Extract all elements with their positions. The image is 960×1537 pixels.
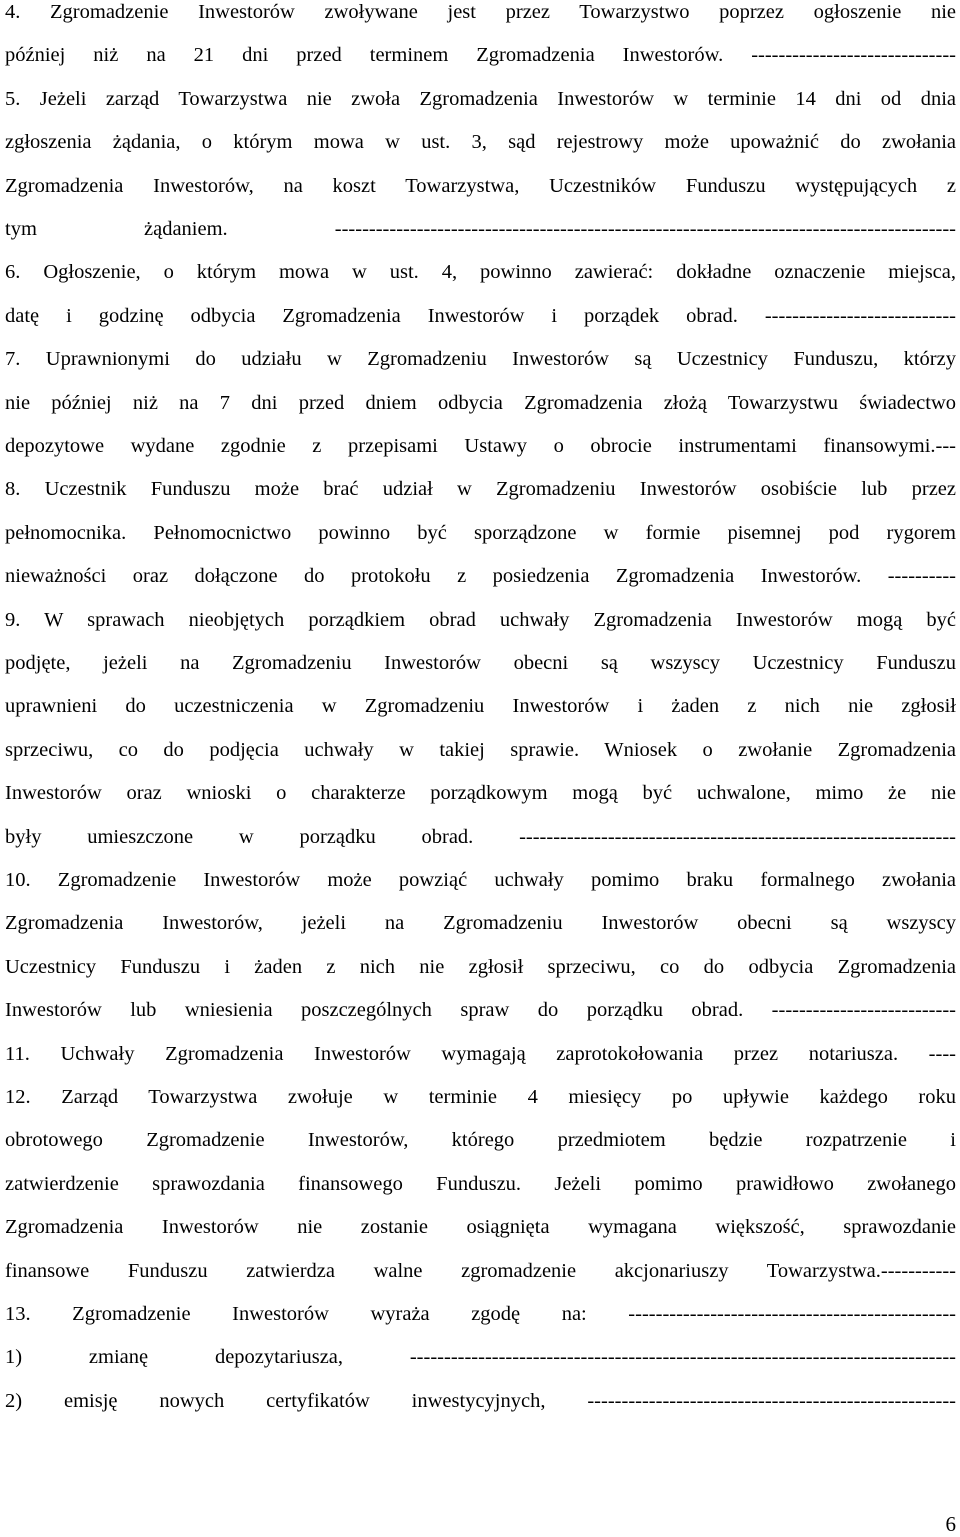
- text-line: Zgromadzenia Inwestorów nie zostanie osiągnięta wymagana większość, sprawozdanie: [5, 1216, 956, 1239]
- text-line: zgłoszenia żądania, o którym mowa w ust. 3, sąd rejestrowy może upoważnić do zwołania: [5, 131, 956, 154]
- text-line: 8. Uczestnik Funduszu może brać udział w Zgromadzeniu Inwestorów osobiście lub przez: [5, 478, 956, 501]
- text-line: później niż na 21 dni przed terminem Zgromadzenia Inwestorów. ------------------------------: [5, 44, 956, 67]
- text-line: 1) zmianę depozytariusza, --------------------------------------------------------------------------------: [5, 1346, 956, 1369]
- text-line: 11. Uchwały Zgromadzenia Inwestorów wymagają zaprotokołowania przez notariusza. ----: [5, 1042, 956, 1065]
- text-line: 9. W sprawach nieobjętych porządkiem obrad uchwały Zgromadzenia Inwestorów mogą być: [5, 608, 956, 631]
- text-line: 12. Zarząd Towarzystwa zwołuje w terminie 4 miesięcy po upływie każdego roku: [5, 1086, 956, 1108]
- text-line: pełnomocnika. Pełnomocnictwo powinno być sporządzone w formie pisemnej pod rygorem: [5, 521, 956, 544]
- text-line: zatwierdzenie sprawozdania finansowego Funduszu. Jeżeli pomimo prawidłowo zwołanego: [5, 1172, 956, 1195]
- text-line: 6. Ogłoszenie, o którym mowa w ust. 4, powinno zawierać: dokładne oznaczenie miejsca,: [5, 261, 956, 284]
- text-line: datę i godzinę odbycia Zgromadzenia Inwestorów i porządek obrad. ----------------------------: [5, 304, 956, 327]
- text-line: Zgromadzenia Inwestorów, na koszt Towarzystwa, Uczestników Funduszu występujących z: [5, 174, 956, 197]
- text-line: Zgromadzenia Inwestorów, jeżeli na Zgromadzeniu Inwestorów obecni są wszyscy: [5, 912, 956, 935]
- text-line: finansowe Funduszu zatwierdza walne zgromadzenie akcjonariuszy Towarzystwa.-----------: [5, 1259, 956, 1282]
- text-line: tym żądaniem. -------------------------------------------------------------------------------------------: [5, 218, 956, 240]
- text-line: Inwestorów lub wniesienia poszczególnych spraw do porządku obrad. ---------------------------: [5, 999, 956, 1022]
- text-line: były umieszczone w porządku obrad. ----------------------------------------------------------------: [5, 825, 956, 848]
- text-line: nieważności oraz dołączone do protokołu z posiedzenia Zgromadzenia Inwestorów. ----------: [5, 565, 956, 588]
- text-line: 2) emisję nowych certyfikatów inwestycyjnych, ------------------------------------------------------: [5, 1389, 956, 1412]
- text-line: nie później niż na 7 dni przed dniem odbycia Zgromadzenia złożą Towarzystwu świadectwo: [5, 391, 956, 414]
- text-line: depozytowe wydane zgodnie z przepisami Ustawy o obrocie instrumentami finansowymi.---: [5, 435, 956, 457]
- text-line: 4. Zgromadzenie Inwestorów zwoływane jest przez Towarzystwo poprzez ogłoszenie nie: [5, 1, 956, 23]
- text-line: 10. Zgromadzenie Inwestorów może powziąć uchwały pomimo braku formalnego zwołania: [5, 869, 956, 891]
- text-line: sprzeciwu, co do podjęcia uchwały w takiej sprawie. Wniosek o zwołanie Zgromadzenia: [5, 738, 956, 761]
- text-line: Uczestnicy Funduszu i żaden z nich nie zgłosił sprzeciwu, co do odbycia Zgromadzenia: [5, 955, 956, 978]
- text-line: 7. Uprawnionymi do udziału w Zgromadzeniu Inwestorów są Uczestnicy Funduszu, którzy: [5, 348, 956, 371]
- text-line: Inwestorów oraz wnioski o charakterze porządkowym mogą być uchwalone, mimo że nie: [5, 782, 956, 805]
- text-line: 13. Zgromadzenie Inwestorów wyraża zgodę na: ------------------------------------------------: [5, 1303, 956, 1325]
- text-line: uprawnieni do uczestniczenia w Zgromadzeniu Inwestorów i żaden z nich nie zgłosił: [5, 695, 956, 718]
- text-line: 5. Jeżeli zarząd Towarzystwa nie zwoła Zgromadzenia Inwestorów w terminie 14 dni od dnia: [5, 87, 956, 110]
- text-line: obrotowego Zgromadzenie Inwestorów, którego przedmiotem będzie rozpatrzenie i: [5, 1129, 956, 1152]
- page-number: 6: [945, 1512, 956, 1536]
- text-line: podjęte, jeżeli na Zgromadzeniu Inwestorów obecni są wszyscy Uczestnicy Funduszu: [5, 652, 956, 674]
